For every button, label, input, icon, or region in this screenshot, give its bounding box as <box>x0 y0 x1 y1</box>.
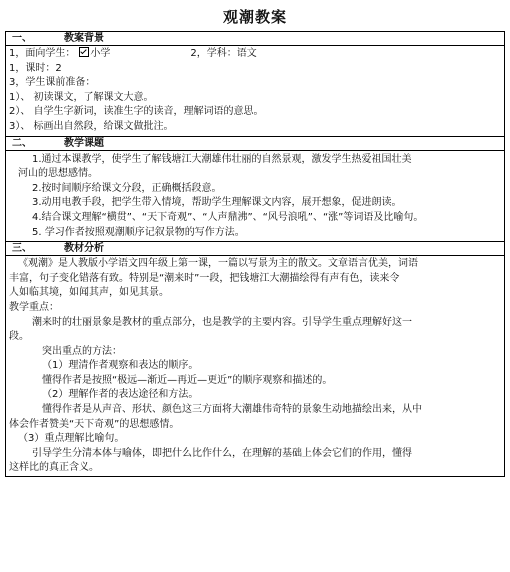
text-line: 教学重点： <box>9 301 59 313</box>
text-line: 段。 <box>9 331 29 343</box>
text-line: 1，课时：2 <box>9 62 62 74</box>
section-header <box>6 32 504 46</box>
text-line: 丰富，句子变化错落有致。特别是“潮来时”一段，把钱塘江大潮描绘得有声有色，读来令 <box>9 272 400 284</box>
section-number: 三、 <box>12 243 32 255</box>
text-line <box>6 46 504 62</box>
text-line: 3.动用电教手段，把学生带入情境，帮助学生理解课文内容，展开想象，促进朗读。 <box>32 197 402 209</box>
text-line: （3）重点理解比喻句。 <box>18 433 125 445</box>
text-line: 《观潮》是人教版小学语文四年级上第一课，一篇以写景为主的散文。文章语言优美，词语 <box>18 258 418 270</box>
section-header <box>6 242 504 256</box>
text-line: 懂得作者是按照“极远—渐近—再近—更近”的顺序观察和描述的。 <box>42 374 333 386</box>
section-background <box>6 32 504 137</box>
text-line: 这样比的真正含义。 <box>9 462 99 474</box>
text-line: 5. 学习作者按照观潮顺序记叙景物的写作方法。 <box>32 226 245 238</box>
document-title: 观潮教案 <box>222 8 287 26</box>
section-analysis <box>6 242 504 476</box>
text-line: 突出重点的方法： <box>42 345 122 357</box>
text-line: 3）、 标画出自然段，给课文做批注。 <box>9 120 174 132</box>
audience-value: 小学 <box>90 48 111 59</box>
text-line: 2）、 自学生字新词，读准生字的读音，理解词语的意思。 <box>9 106 264 118</box>
text-line: （2）理解作者的表达途径和方法。 <box>42 389 199 401</box>
text-line: 体会作者赞美“天下奇观”的思想感情。 <box>9 418 180 430</box>
section-number: 一、 <box>12 33 32 44</box>
text-line: 1）、 初读课文，了解课文大意。 <box>9 91 154 103</box>
text-line: 引导学生分清本体与喻体，即把什么比作什么，在理解的基础上体会它们的作用，懂得 <box>32 447 412 459</box>
audience-label: 1，面向学生： <box>9 48 76 59</box>
checkbox-checked-icon <box>79 47 89 57</box>
text-line: 河山的思想感情。 <box>18 168 98 180</box>
text-line: 1.通过本课教学，使学生了解钱塘江大潮雄伟壮丽的自然景观，激发学生热爱祖国壮美 <box>32 153 412 165</box>
text-line: 2.按时间顺序给课文分段，正确概括段意。 <box>32 182 222 194</box>
text-line: 人如临其境，如闻其声，如见其景。 <box>9 287 169 299</box>
text-line: 潮来时的壮丽景象是教材的重点部分，也是教学的主要内容。引导学生重点理解好这一 <box>32 316 412 328</box>
section-title: 教材分析 <box>64 243 104 255</box>
text-line: 3，学生课前准备： <box>9 77 96 89</box>
section-title: 教案背景 <box>64 33 104 44</box>
text-line: （1）理清作者观察和表达的顺序。 <box>42 360 199 372</box>
section-topic <box>6 137 504 243</box>
section-header <box>6 137 504 151</box>
section-number: 二、 <box>12 137 32 149</box>
lesson-plan-table <box>5 31 505 477</box>
text-line: 懂得作者是从声音、形状、颜色这三方面将大潮雄伟奇特的景象生动地描绘出来，从中 <box>42 404 422 416</box>
section-title: 教学课题 <box>64 137 104 149</box>
text-line: 4.结合课文理解“横贯”、“天下奇观”、“人声鼎沸”、“风号浪吼”、“涨”等词语及比喻句。 <box>32 211 424 223</box>
subject-label: 2，学科：语文 <box>190 48 257 59</box>
